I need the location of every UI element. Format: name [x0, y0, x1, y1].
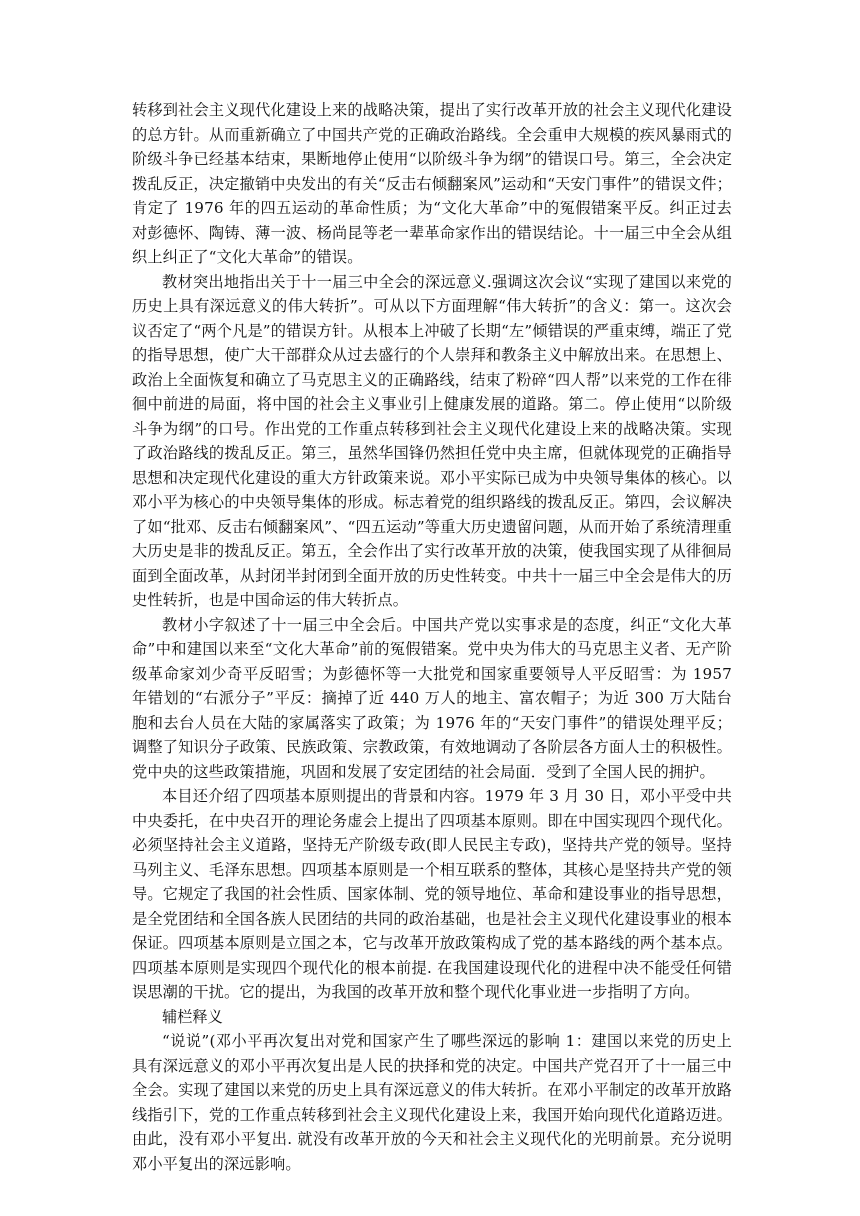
paragraph-significance: 教材突出地指出关于十一届三中全会的深远意义.强调这次会议“实现了建国以来党的历史上具有深远意义的伟大转折”。可从以下方面理解“伟大转折”的含义：第一。这次会议否定了“两个凡是”的错误方针。从根本上冲破了长期“左”倾错误的严重束缚，端正了党的指导思想，使广大干部群众从过去盛行的个人崇拜和教条主义中解放出来。在思想上、政治上全面恢复和确立了马克思主义的正确路线，结束了粉碎“四人帮”以来党的工作在徘徊中前进的局面，将中国的社会主义事业引上健康发展的道路。第二。停止使用“以阶级斗争为纲”的口号。作出党的工作重点转移到社会主义现代化建设上来的战略决策。实现了政治路线的拨乱反正。第三，虽然华国锋仍然担任党中央主席，但就体现党的正确指导思想和决定现代化建设的重大方针政策来说。邓小平实际已成为中央领导集体的核心。以邓小平为核心的中央领导集体的形成。标志着党的组织路线的拨乱反正。第四，会议解决了如“批邓、反击右倾翻案风”、“四五运动”等重大历史遗留问题，从而开始了系统清理重大历史是非的拨乱反正。第五，全会作出了实行改革开放的决策，使我国实现了从徘徊局面到全面改革，从封闭半封闭到全面开放的历史性转变。中共十一届三中全会是伟大的历史性转折，也是中国命运的伟大转折点。	[132, 272, 732, 609]
paragraph-four-principles: 本目还介绍了四项基本原则提出的背景和内容。1979 年 3 月 30 日，邓小平受中共中央委托，在中央召开的理论务虚会上提出了四项基本原则。即在中国实现四个现代化。必须坚持社会主义道路，坚持无产阶级专政(即人民民主专政)，坚持共产党的领导。坚持马列主义、毛泽东思想。四项基本原则是一个相互联系的整体，其核心是坚持共产党的领导。它规定了我国的社会性质、国家体制、党的领导地位、革命和建设事业的指导思想，是全党团结和全国各族人民团结的共同的政治基础，也是社会主义现代化建设事业的根本保证。四项基本原则是立国之本，它与改革开放政策构成了党的基本路线的两个基本点。四项基本原则是实现四个现代化的根本前提. 在我国建设现代化的进程中决不能受任何错误思潮的干扰。它的提出，为我国的改革开放和整个现代化事业进一步指明了方向。	[132, 787, 732, 1001]
paragraph-continuation: 转移到社会主义现代化建设上来的战略决策，提出了实行改革开放的社会主义现代化建设的总方针。从而重新确立了中国共产党的正确政治路线。全会重申大规模的疾风暴雨式的阶级斗争已经基本结束，果断地停止使用“以阶级斗争为纲”的错误口号。第三，全会决定拨乱反正，决定撤销中央发出的有关“反击右倾翻案风”运动和“天安门事件”的错误文件；肯定了 1976 年的四五运动的革命性质；为“文化大革命”中的冤假错案平反。纠正过去对彭德怀、陶铸、薄一波、杨尚昆等老一辈革命家作出的错误结论。十一届三中全会从组织上纠正了“文化大革命”的错误。	[132, 101, 732, 266]
document-page	[132, 98, 732, 1176]
paragraph-sidebar-note: “说说”(邓小平再次复出对党和国家产生了哪些深远的影响 1：建国以来党的历史上具有深远意义的邓小平再次复出是人民的抉择和党的决定。中国共产党召开了十一届三中全会。实现了建国以来党的历史上具有深远意义的伟大转折。在邓小平制定的改革开放路线指引下，党的工作重点转移到社会主义现代化建设上来，我国开始向现代化道路迈进。由此，没有邓小平复出. 就没有改革开放的今天和社会主义现代化的光明前景。充分说明邓小平复出的深远影响。	[132, 1032, 732, 1173]
sidebar-heading: 辅栏释义	[162, 1007, 223, 1026]
paragraph-rehabilitation: 教材小字叙述了十一届三中全会后。中国共产党以实事求是的态度，纠正“文化大革命”中和建国以来至“文化大革命”前的冤假错案。党中央为伟大的马克思主义者、无产阶级革命家刘少奇平反昭雪；为彭德怀等一大批党和国家重要领导人平反昭雪：为 1957 年错划的“右派分子”平反：摘掉了近 440 万人的地主、富农帽子；为近 300 万大陆台胞和去台人员在大陆的家属落实了政策；为 1976 年的“天安门事件”的错误处理平反；调整了知识分子政策、民族政策、宗教政策，有效地调动了各阶层各方面人士的积极性。党中央的这些政策措施，巩固和发展了安定团结的社会局面．受到了全国人民的拥护。	[132, 615, 732, 781]
